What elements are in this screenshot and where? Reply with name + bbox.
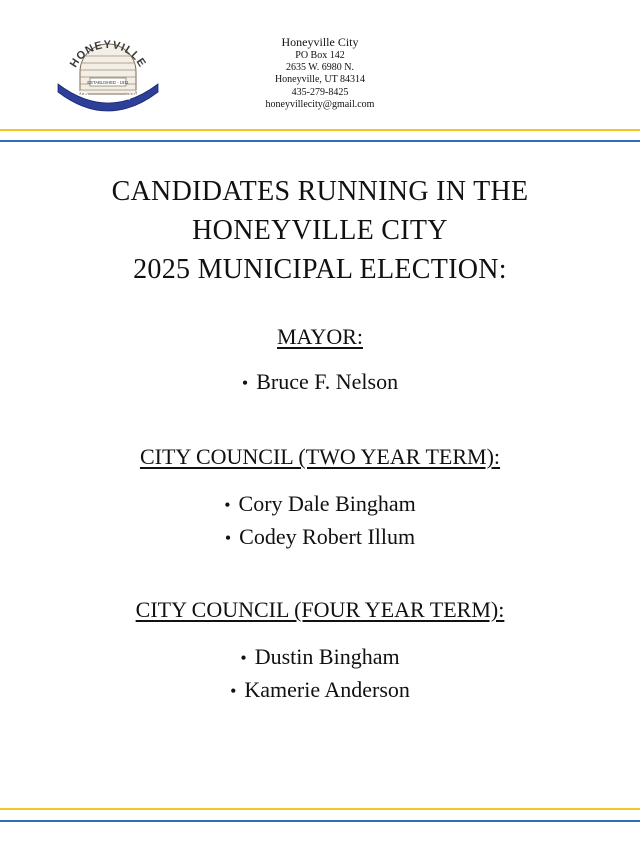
- candidate-list-council-two-year: [0, 488, 640, 554]
- city-seal-logo: [54, 26, 160, 120]
- candidate-list-mayor: [0, 366, 640, 399]
- seal-banner-text: UNITY-HONOR-EQUITY: [69, 86, 147, 105]
- letterhead-phone: 435-279-8425: [291, 86, 349, 98]
- seal-arch-text: HONEYVILLE: [67, 38, 149, 70]
- section-title-mayor: MAYOR:: [277, 324, 363, 349]
- candidate-name: Kamerie Anderson: [244, 677, 410, 702]
- list-item: [0, 641, 640, 674]
- header-blue-rule: [0, 140, 640, 142]
- section-title-council-two-year: CITY COUNCIL (TWO YEAR TERM):: [139, 444, 501, 469]
- section-title-council-four-year: CITY COUNCIL (FOUR YEAR TERM):: [135, 597, 505, 622]
- footer-gold-rule: [0, 808, 640, 810]
- seal-established-text: ESTABLISHED - 1911: [87, 80, 129, 85]
- footer-blue-rule: [0, 820, 640, 822]
- letterhead-email: honeyvillecity@gmail.com: [265, 98, 375, 110]
- letterhead-city-state-zip: Honeyville, UT 84314: [274, 74, 366, 86]
- candidate-name: Codey Robert Illum: [239, 524, 416, 549]
- header-gold-rule: [0, 129, 640, 131]
- heading-line-3: 2025 MUNICIPAL ELECTION:: [133, 254, 507, 285]
- candidate-name: Bruce F. Nelson: [256, 369, 399, 394]
- candidate-list-council-four-year: [0, 641, 640, 707]
- bullet-icon: •: [224, 495, 231, 515]
- candidate-name: Dustin Bingham: [254, 644, 400, 669]
- bullet-icon: •: [224, 528, 232, 548]
- list-item: [0, 521, 640, 554]
- heading-line-1: CANDIDATES RUNNING IN THE: [111, 176, 529, 207]
- letterhead-street: 2635 W. 6980 N.: [285, 62, 355, 74]
- list-item: [0, 366, 640, 399]
- candidate-name: Cory Dale Bingham: [238, 491, 416, 516]
- letterhead-po-box: PO Box 142: [295, 50, 345, 61]
- page-heading: [0, 172, 640, 289]
- list-item: [0, 674, 640, 707]
- contact-block: [230, 35, 410, 111]
- letterhead-city-name: Honeyville City: [281, 35, 359, 49]
- heading-line-2: HONEYVILLE CITY: [192, 215, 448, 246]
- bullet-icon: •: [241, 373, 249, 393]
- bullet-icon: •: [230, 681, 237, 701]
- honeyville-seal-icon: [54, 26, 160, 120]
- list-item: [0, 488, 640, 521]
- bullet-icon: •: [240, 648, 247, 668]
